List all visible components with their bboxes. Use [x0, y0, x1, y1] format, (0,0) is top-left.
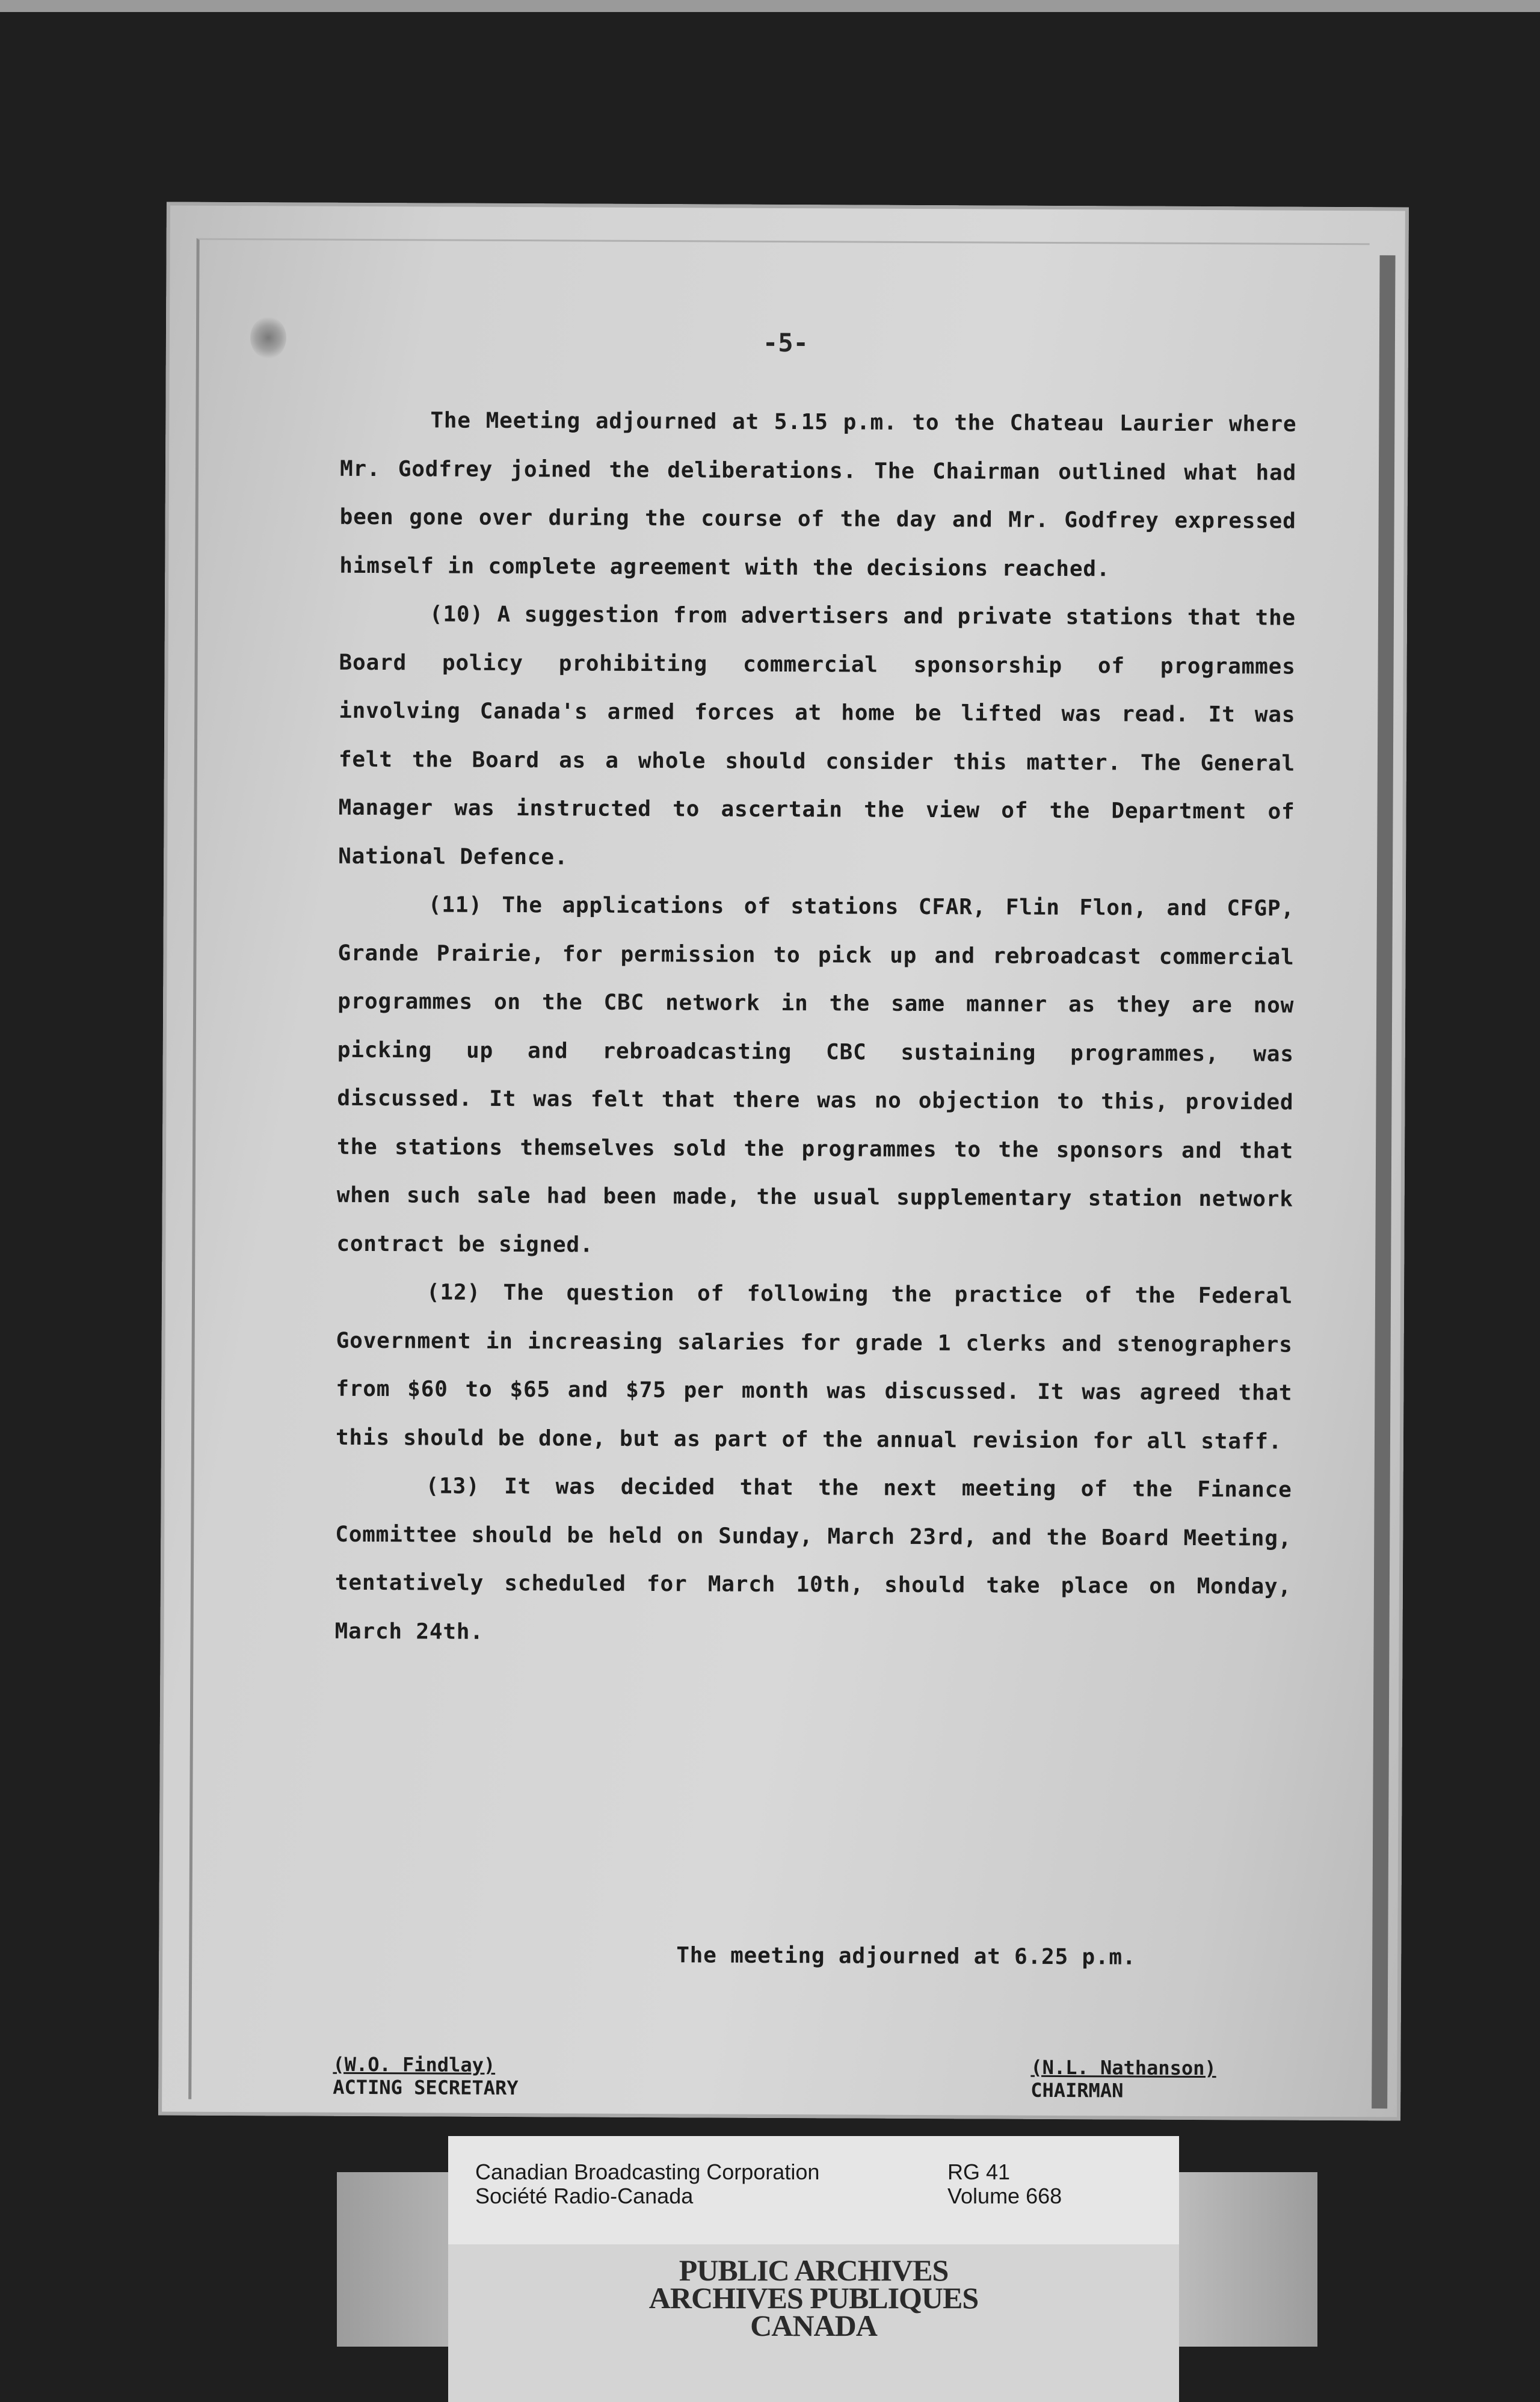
- paragraph-item-13: (13) It was decided that the next meeting of the Finance Committee should be held on Sunday, March 23rd, and the Board Meeting, tentatively scheduled for March 10th, should take place on Monday, March 24th.: [334, 1474, 1292, 1644]
- paragraph-item-10: (10) A suggestion from advertisers and private stations that the Board policy prohibiting commercial sponsorship of programmes involving Canada's armed forces at home be lifted was read. It was felt the Board as a whole should consider this matter. The General Manager was instructed to ascertain the view of the Department of National Defence.: [338, 602, 1296, 869]
- paragraph-item-11: (11) The applications of stations CFAR, Flin Flon, and CFGP, Grande Prairie, for permission to pick up and rebroadcast commercial programmes on the CBC network in the same manner as they are now picking up and rebroadcasting CBC sustaining programmes, was discussed. It was felt that there was no objection to this, provided the stations themselves sold the programmes to the sponsors and that when such sale had been made, the usual supplementary station network contract be signed.: [336, 892, 1295, 1258]
- page-binding-shadow: [1372, 255, 1395, 2108]
- record-group: RG 41: [947, 2160, 1011, 2184]
- volume-number: Volume 668: [947, 2184, 1062, 2208]
- document-page: [158, 202, 1409, 2121]
- signature-chairman: [1030, 2056, 1216, 2102]
- paragraph-item-12: (12) The question of following the practice of the Federal Government in increasing salaries for grade 1 clerks and stenographers from $60 to $65 and $75 per month was discussed. It was agreed that this should be done, but as part of the annual revision for all staff.: [335, 1280, 1293, 1454]
- secretary-name: (W.O. Findlay): [333, 2052, 496, 2076]
- scan-border: [0, 0, 1540, 12]
- archive-label: [448, 2136, 1179, 2244]
- stamp-line-archives-publiques: ARCHIVES PUBLIQUES: [648, 2281, 979, 2315]
- chairman-name: (N.L. Nathanson): [1030, 2055, 1216, 2080]
- org-name-fr: Société Radio-Canada: [475, 2184, 694, 2208]
- archive-label-reference: [947, 2160, 1062, 2208]
- page-number: -5-: [762, 327, 808, 358]
- closing-line: The meeting adjourned at 6.25 p.m.: [676, 1943, 1136, 1970]
- secretary-title: ACTING SECRETARY: [333, 2075, 519, 2100]
- stamp-line-canada: CANADA: [750, 2309, 877, 2342]
- archive-stamp: [448, 2244, 1179, 2402]
- chairman-title: CHAIRMAN: [1030, 2078, 1124, 2102]
- archive-label-org: [475, 2160, 819, 2208]
- paper-smudge: [250, 316, 286, 359]
- signature-secretary: [333, 2053, 519, 2099]
- minutes-body: [334, 397, 1296, 1660]
- org-name-en: Canadian Broadcasting Corporation: [475, 2160, 820, 2184]
- paragraph-adjournment: The Meeting adjourned at 5.15 p.m. to the Chateau Laurier where Mr. Godfrey joined the deliberations. The Chairman outlined what had been gone over during the course of the day and Mr. Godfrey expressed himself in complete agreement with the decisions reached.: [339, 408, 1297, 581]
- stamp-line-public-archives: PUBLIC ARCHIVES: [679, 2253, 949, 2287]
